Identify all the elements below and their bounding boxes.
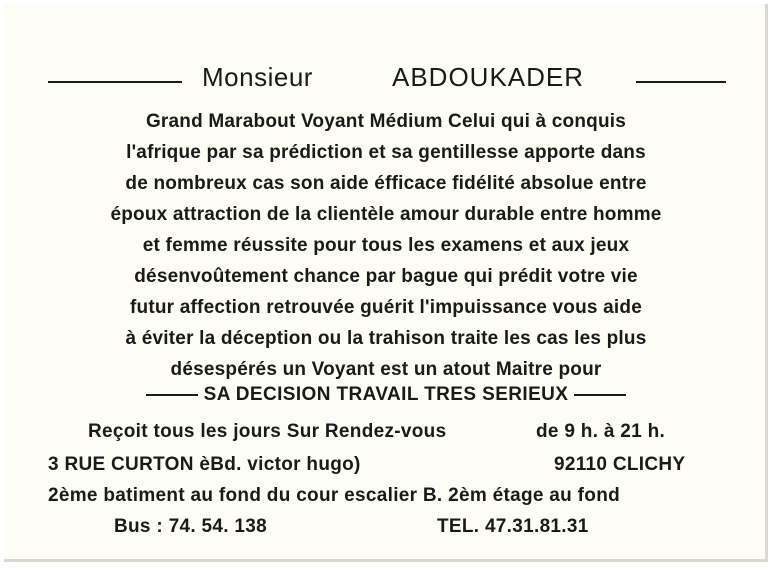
hours-value: de 9 h. à 21 h.	[536, 421, 666, 442]
description-line: l'afrique par sa prédiction et sa gentillesse apporte dans	[126, 142, 646, 163]
tagline-rule-left	[146, 394, 198, 396]
description-line: Grand Marabout Voyant Médium Celui qui à conquis	[145, 111, 627, 132]
person-name: ABDOUKADER	[392, 62, 585, 92]
tagline: SA DECISION TRAVAIL TRES SERIEUX	[203, 384, 569, 405]
description-line: de nombreux cas son aide éfficace fidélité absolue entre	[125, 173, 647, 194]
salutation: Monsieur	[202, 62, 313, 92]
description-line: à éviter la déception ou la trahison traite les cas les plus	[125, 328, 647, 349]
bus-info: Bus : 74. 54. 138	[114, 516, 267, 537]
tagline-rule-right	[574, 394, 626, 396]
street-address: 3 RUE CURTON èBd. victor hugo)	[48, 454, 361, 475]
city-postcode: 92110 CLICHY	[554, 454, 686, 475]
description-line: et femme réussite pour tous les examens et aux jeux	[142, 235, 630, 256]
description-line: désespérés un Voyant est un atout Maitre pour	[170, 359, 602, 380]
description-line: époux attraction de la clientèle amour durable entre homme	[110, 204, 662, 225]
header-rule-left	[48, 81, 182, 83]
building-directions: 2ème batiment au fond du cour escalier B. 2èm étage au fond	[48, 485, 621, 506]
business-card	[4, 4, 768, 562]
card-header	[4, 60, 765, 100]
tagline-row	[4, 384, 768, 406]
telephone: TEL. 47.31.81.31	[437, 516, 589, 537]
description-line: désenvoûtement chance par bague qui prédit votre vie	[134, 266, 638, 287]
header-rule-right	[636, 81, 726, 83]
description-line: futur affection retrouvée guérit l'impuissance vous aide	[130, 297, 642, 318]
hours-label: Reçoit tous les jours Sur Rendez-vous	[88, 421, 447, 442]
description-block	[4, 106, 768, 385]
